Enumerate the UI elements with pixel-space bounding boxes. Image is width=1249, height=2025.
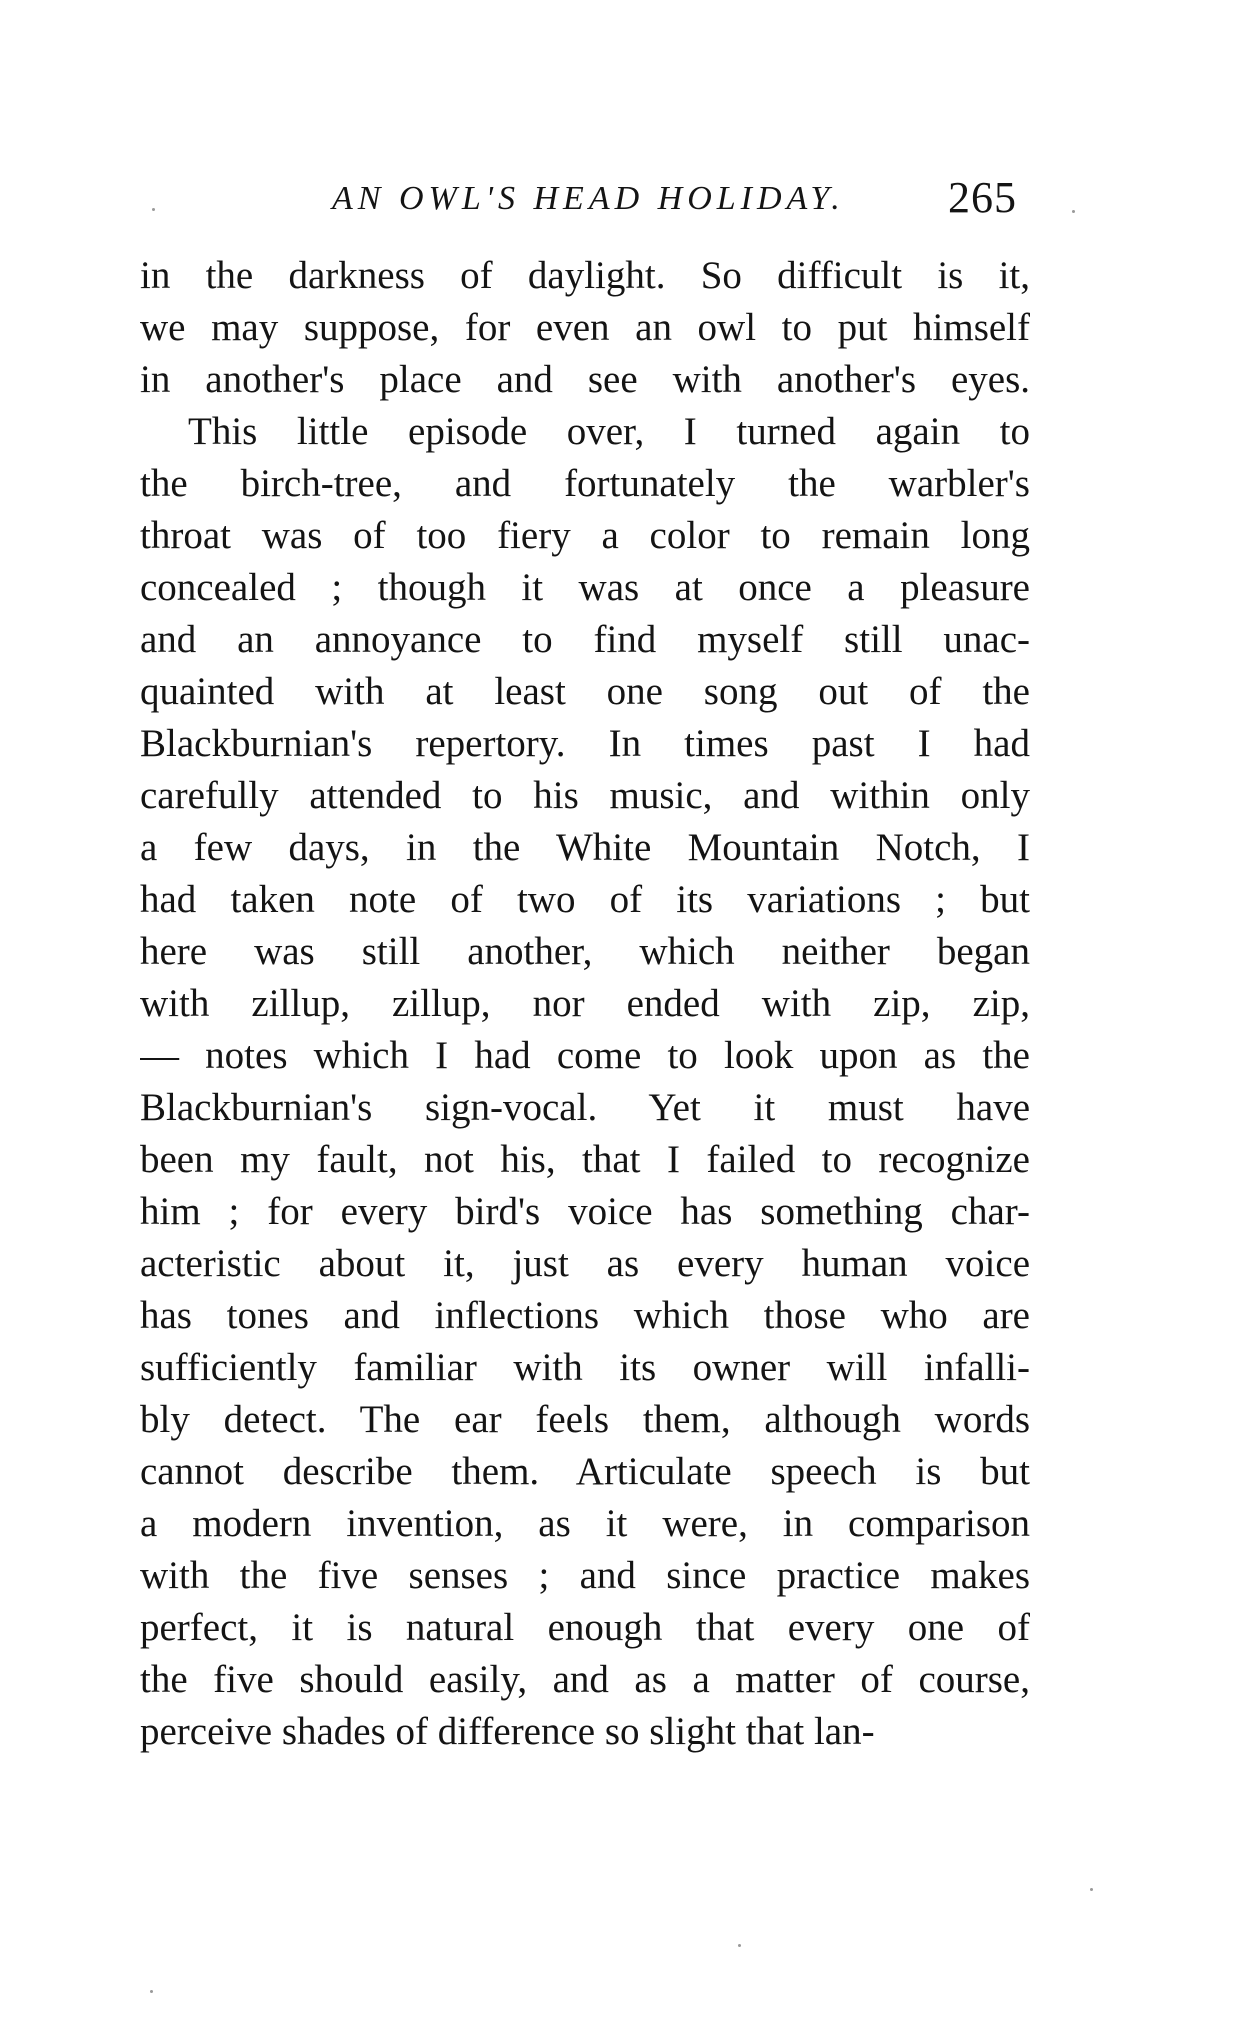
text-line: Blackburnian's sign-vocal. Yet it must have <box>140 1086 1030 1129</box>
running-head <box>320 166 1020 226</box>
text-line: — notes which I had come to look upon as the <box>140 1034 1030 1077</box>
text-line: has tones and inflections which those who are <box>140 1294 1030 1337</box>
text-line: bly detect. The ear feels them, although words <box>140 1398 1030 1441</box>
paper-speck <box>1090 1888 1093 1891</box>
text-line: been my fault, not his, that I failed to recognize <box>140 1138 1030 1181</box>
text-line: a modern invention, as it were, in comparison <box>140 1502 1030 1545</box>
running-title: AN OWL'S HEAD HOLIDAY. <box>332 180 845 217</box>
paper-speck <box>152 208 155 211</box>
text-line: and an annoyance to find myself still unac- <box>140 618 1030 661</box>
text-line: the five should easily, and as a matter of course, <box>140 1658 1030 1701</box>
paper-speck <box>150 1990 153 1993</box>
text-line: we may suppose, for even an owl to put himself <box>140 306 1030 349</box>
text-line: a few days, in the White Mountain Notch, I <box>140 826 1030 869</box>
paragraph-first-line: This little episode over, I turned again to <box>188 410 1030 453</box>
text-line: with zillup, zillup, nor ended with zip, zip, <box>140 982 1030 1025</box>
text-line: here was still another, which neither began <box>140 930 1030 973</box>
body-text <box>140 250 1030 1758</box>
paper-speck <box>738 1944 741 1947</box>
paper-speck <box>1072 210 1075 213</box>
text-line: concealed ; though it was at once a pleasure <box>140 566 1030 609</box>
text-line: perfect, it is natural enough that every one of <box>140 1606 1030 1649</box>
page-number: 265 <box>948 173 1017 222</box>
text-line: carefully attended to his music, and within only <box>140 774 1030 817</box>
text-line: in the darkness of daylight. So difficult is it, <box>140 254 1030 297</box>
text-line: acteristic about it, just as every human voice <box>140 1242 1030 1285</box>
text-line: had taken note of two of its variations ; but <box>140 878 1030 921</box>
text-line: him ; for every bird's voice has something char- <box>140 1190 1030 1233</box>
text-line: Blackburnian's repertory. In times past I had <box>140 722 1030 765</box>
text-line: perceive shades of difference so slight that lan- <box>140 1710 875 1753</box>
text-line: throat was of too fiery a color to remain long <box>140 514 1030 557</box>
text-line: with the five senses ; and since practice makes <box>140 1554 1030 1597</box>
text-line: in another's place and see with another's eyes. <box>140 358 1030 401</box>
text-line: sufficiently familiar with its owner will infalli- <box>140 1346 1030 1389</box>
text-line: cannot describe them. Articulate speech is but <box>140 1450 1030 1493</box>
text-line: the birch-tree, and fortunately the warbler's <box>140 462 1030 505</box>
text-line: quainted with at least one song out of the <box>140 670 1030 713</box>
